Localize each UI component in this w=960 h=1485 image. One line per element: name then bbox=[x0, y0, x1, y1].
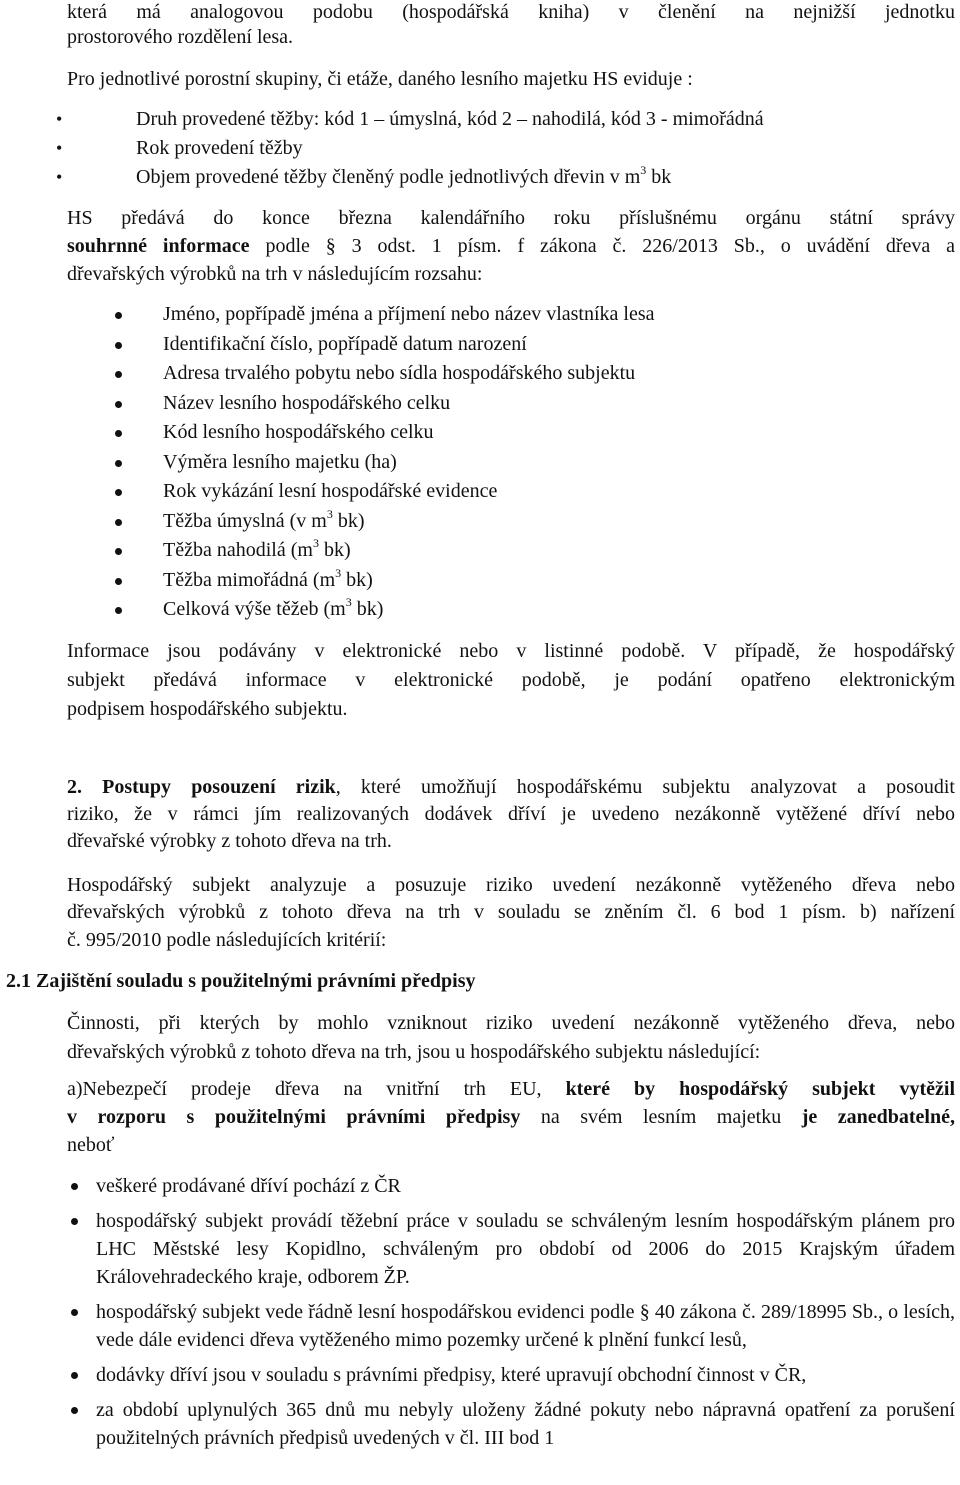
section-2-1-intro: Činnosti, při kterých by mohlo vzniknout riziko uvedení nezákonně vytěženého dřeva, nebo dřevařských výrobků z tohoto dřeva na trh, jsou u hospodářského subjektu následující: bbox=[67, 1012, 955, 1063]
list-item: Název lesního hospodářského celku bbox=[67, 389, 955, 419]
list-item: Rok vykázání lesní hospodářské evidence bbox=[67, 477, 955, 507]
list-item: hospodářský subjekt vede řádně lesní hospodářskou evidenci podle § 40 zákona č. 289/18995 Sb., o lesích, vede dále evidenci dřeva vytěženého mimo pozemky určené k plnění funkcí lesů, bbox=[67, 1298, 955, 1354]
item-a-label: a) bbox=[67, 1078, 83, 1100]
list-item: Těžba nahodilá ($m^3$ bk) bbox=[67, 536, 955, 566]
list-item: hospodářský subjekt provádí těžební práce v souladu se schváleným lesním hospodářským plánem pro LHC Městské lesy Kopidlno, schváleným pro období od 2006 do 2015 Krajským úřadem Královehradeckého kraje, odborem ŽP. bbox=[67, 1207, 955, 1291]
intro-line-1: která má analogovou podobu (hospodářská kniha) v členění na nejnižší jednotku bbox=[67, 1, 955, 23]
list-item: • Rok provedení těžby bbox=[40, 134, 940, 163]
item-a: a) Nebezpečí prodeje dřeva na vnitřní trh EU, které by hospodářský subjekt vytěžil v rozporu s použitelnými právními předpisy na svém lesním majetku je zanedbatelné, neboť bbox=[67, 1078, 955, 1156]
section-2-1-heading: 2.1 Zajištění souladu s použitelnými právními předpisy bbox=[6, 970, 476, 992]
list-item: Těžba úmyslná (v $m^3$ bk) bbox=[67, 507, 955, 537]
list-item: Kód lesního hospodářského celku bbox=[67, 418, 955, 448]
list-item: Výměra lesního majetku (ha) bbox=[67, 448, 955, 478]
intro-paragraph bbox=[67, 1, 955, 51]
list-item: Celková výše těžeb ($m^3$ bk) bbox=[67, 595, 955, 625]
reasons-list bbox=[67, 1172, 955, 1459]
hs-eviduje-text: Pro jednotlivé porostní skupiny, či etáže, daného lesního majetku HS eviduje : bbox=[67, 68, 693, 90]
list-item: za období uplynulých 365 dnů mu nebyly uloženy žádné pokuty nebo nápravná opatření za porušení použitelných právních předpisů uvedených v čl. III bod 1 bbox=[67, 1396, 955, 1452]
list-item: Identifikační číslo, popřípadě datum narození bbox=[67, 330, 955, 360]
list-item: Těžba mimořádná ($m^3$ bk) bbox=[67, 566, 955, 596]
list-item: Adresa trvalého pobytu nebo sídla hospodářského subjektu bbox=[67, 359, 955, 389]
list-item: Jméno, popřípadě jména a příjmení nebo název vlastníka lesa bbox=[67, 300, 955, 330]
list-item: dodávky dříví jsou v souladu s právními předpisy, které upravují obchodní činnost v ČR, bbox=[67, 1361, 955, 1389]
intro-line-2: prostorového rozdělení lesa. bbox=[67, 26, 294, 48]
list-item: veškeré prodávané dříví pochází z ČR bbox=[67, 1172, 955, 1200]
forma-paragraph: Informace jsou podávány v elektronické nebo v listinné podobě. V případě, že hospodářský subjekt předává informace v elektronické podobě, je podání opatřeno elektronickým podpisem hospodářského subjektu. bbox=[67, 640, 955, 720]
section-2-heading: 2. Postupy posouzení rizik, které umožňují hospodářskému subjektu analyzovat a posoudit riziko, že v rámci jím realizovaných dodávek dříví je uvedeno nezákonně vytěžené dříví nebo dřevařské výrobky z tohoto dřeva na trh. bbox=[67, 776, 955, 852]
eviduje-list bbox=[40, 105, 940, 192]
section-2-paragraph: Hospodářský subjekt analyzuje a posuzuje riziko uvedení nezákonně vytěženého dřeva nebo dřevařských výrobků z tohoto dřeva na trh v souladu se zněním čl. 6 bod 1 písm. b) nařízení č. 995/2010 podle následujících kritérií: bbox=[67, 874, 955, 951]
list-item: • Objem provedené těžby členěný podle jednotlivých dřevin v $m^3$ bk bbox=[40, 163, 940, 192]
list-item: • Druh provedené těžby: kód 1 – úmyslná, kód 2 – nahodilá, kód 3 - mimořádná bbox=[40, 105, 940, 134]
info-list bbox=[67, 300, 955, 625]
souhrnne-informace-paragraph: HS předává do konce března kalendářního roku příslušnému orgánu státní správy souhrnné informace podle § 3 odst. 1 písm. f zákona č. 226/2013 Sb., o uvádění dřeva a dřevařských výrobků na trh v následujícím rozsahu: bbox=[67, 207, 955, 285]
